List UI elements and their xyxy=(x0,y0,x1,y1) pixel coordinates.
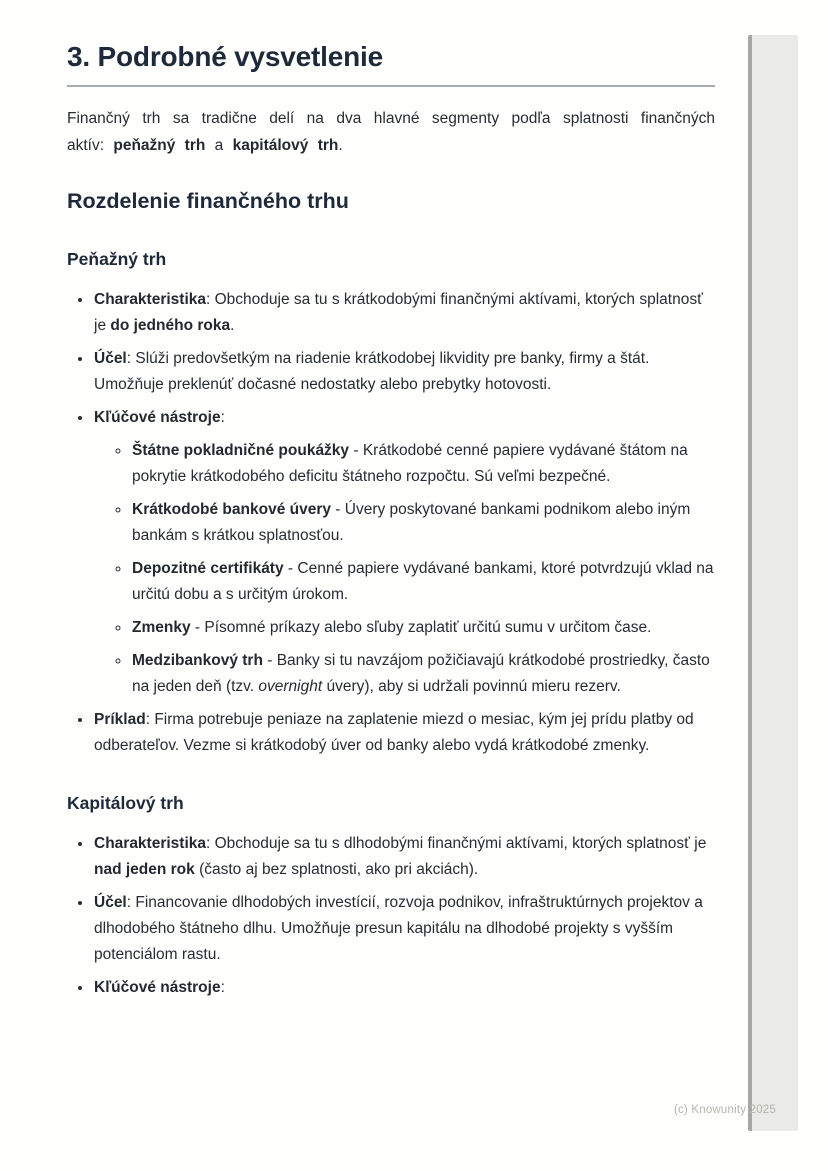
watermark: (c) Knowunity 2025 xyxy=(673,1104,776,1116)
title-divider xyxy=(67,85,715,87)
penazny-trh-sublist xyxy=(94,438,715,700)
list-item-text: Účel: Slúži predovšetkým na riadenie krátkodobej likvidity pre banky, firmy a štát. Umožňuje preklenúť dočasné nedostatky alebo prebytky hotovosti. xyxy=(94,350,650,393)
sub-list-item-text: Medzibankový trh - Banky si tu navzájom požičiavajú krátkodobé prostriedky, často na jeden deň (tzv. overnight úvery), aby si udržali povinnú mieru rezerv. xyxy=(132,652,710,695)
sub-list-item xyxy=(131,497,715,549)
sub-list-item-text: Zmenky - Písomné príkazy alebo sľuby zaplatiť určitú sumu v určitom čase. xyxy=(132,619,652,636)
sub-list-item-text: Depozitné certifikáty - Cenné papiere vydávané bankami, ktoré potvrdzujú vklad na určitú dobu a s určitým úrokom. xyxy=(132,560,714,603)
list-item-text: Kľúčové nástroje: xyxy=(94,979,225,996)
subsection-heading-kapitalovy-trh: Kapitálový trh xyxy=(67,793,184,813)
list-item xyxy=(93,346,715,398)
kapitalovy-trh-list xyxy=(67,831,715,1001)
page-title: 3. Podrobné vysvetlenie xyxy=(67,41,383,72)
list-item xyxy=(93,890,715,968)
list-item-text: Charakteristika: Obchoduje sa tu s krátkodobými finančnými aktívami, ktorých splatnosť je do jedného roka. xyxy=(94,291,703,334)
sub-list-item-text: Krátkodobé bankové úvery - Úvery poskytované bankami podnikom alebo iným bankám s krátkou splatnosťou. xyxy=(132,501,691,544)
intro-paragraph: Finančný trh sa tradične delí na dva hlavné segmenty podľa splatnosti finančných aktív: peňažný trh a kapitálový trh. xyxy=(67,110,715,154)
list-item xyxy=(93,831,715,883)
section-heading: Rozdelenie finančného trhu xyxy=(67,189,349,213)
list-item-text: Príklad: Firma potrebuje peniaze na zaplatenie miezd o mesiac, kým jej prídu platby od odberateľov. Vezme si krátkodobý úver od banky alebo vydá krátkodobé zmenky. xyxy=(94,711,694,754)
subsection-heading-penazny-trh: Peňažný trh xyxy=(67,249,167,269)
penazny-trh-list xyxy=(67,287,715,759)
list-item xyxy=(93,287,715,339)
list-item xyxy=(93,975,715,1001)
page-edge-shadow xyxy=(748,35,798,1131)
document-page xyxy=(67,0,715,1008)
list-item xyxy=(93,707,715,759)
list-item-text: Charakteristika: Obchoduje sa tu s dlhodobými finančnými aktívami, ktorých splatnosť je nad jeden rok (často aj bez splatnosti, ako pri akciách). xyxy=(94,835,707,878)
list-item xyxy=(93,405,715,700)
list-item-text: Účel: Financovanie dlhodobých investícií, rozvoja podnikov, infraštruktúrnych projektov a dlhodobého štátneho dlhu. Umožňuje presun kapitálu na dlhodobé projekty s vyšším potenciálom rastu. xyxy=(94,894,703,963)
sub-list-item xyxy=(131,556,715,608)
sub-list-item-text: Štátne pokladničné poukážky - Krátkodobé cenné papiere vydávané štátom na pokrytie krátkodobého deficitu štátneho rozpočtu. Sú veľmi bezpečné. xyxy=(132,442,688,485)
sub-list-item xyxy=(131,615,715,641)
sub-list-item xyxy=(131,648,715,700)
sub-list-item xyxy=(131,438,715,490)
list-item-text: Kľúčové nástroje: xyxy=(94,409,225,426)
